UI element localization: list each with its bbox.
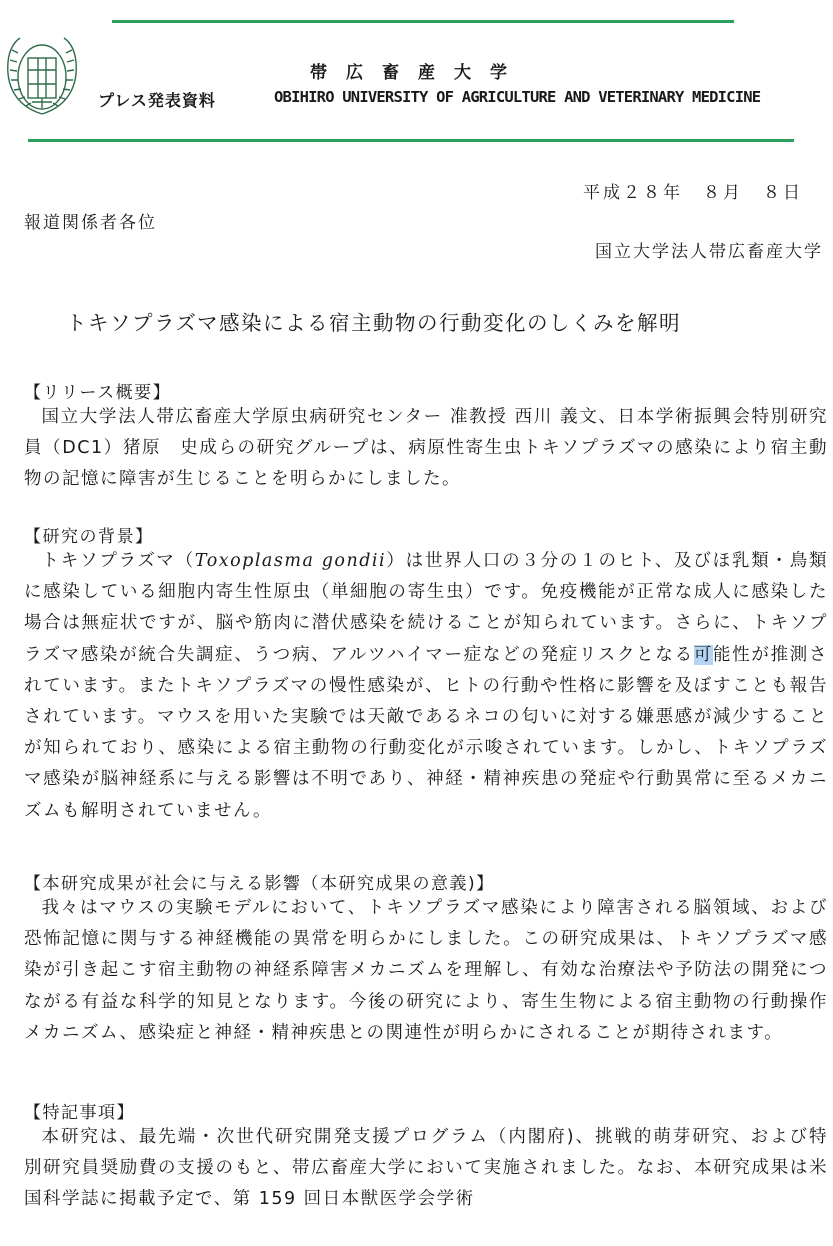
press-release-label: プレス発表資料 bbox=[98, 91, 216, 110]
page-title: トキソプラズマ感染による宿主動物の行動変化のしくみを解明 bbox=[66, 311, 681, 335]
overview-heading: 【リリース概要】 bbox=[24, 383, 172, 403]
overview-body: 国立大学法人帯広畜産大学原虫病研究センター 准教授 西川 義文、日本学術振興会特別研究員（DC1）猪原 史成らの研究グループは、病原性寄生虫トキソプラズマの感染により宿主動物の記憶に障害が生じることを明らかにしました。 bbox=[24, 407, 828, 490]
background-text-3: 能性が推測されています。またトキソプラズマの慢性感染が、ヒトの行動や性格に影響を及ぼすことも報告されています。マウスを用いた実験では天敵であるネコの匂いに対する嫌悪感が減少することが知られており、感染による宿主動物の行動変化が示唆されています。しかし、トキソプラズマ感染が脳神経系に与える影響は不明であり、神経・精神疾患の発症や行動異常に至るメカニズムも解明されていません。 bbox=[24, 644, 828, 821]
background-body bbox=[24, 546, 828, 827]
addressee: 報道関係者各位 bbox=[24, 213, 157, 233]
text-selection-highlight[interactable]: 可 bbox=[693, 644, 713, 665]
notes-body: 本研究は、最先端・次世代研究開発支援プログラム（内閣府)、挑戦的萌芽研究、および特別研究員奨励費の支援のもと、帯広畜産大学において実施されました。なお、本研究成果は米国科学誌に掲載予定で、第 159 回日本獣医学会学術 bbox=[24, 1127, 828, 1210]
impact-heading: 【本研究成果が社会に与える影響（本研究成果の意義)】 bbox=[24, 874, 495, 894]
header-top-rule bbox=[112, 20, 734, 23]
sender: 国立大学法人帯広畜産大学 bbox=[595, 242, 823, 262]
university-emblem-icon bbox=[2, 30, 82, 118]
notes-heading: 【特記事項】 bbox=[24, 1103, 135, 1123]
university-name-jp: 帯広畜産大学 bbox=[310, 63, 526, 83]
university-name-en: OBIHIRO UNIVERSITY OF AGRICULTURE AND VETERINARY MEDICINE bbox=[274, 88, 761, 106]
background-text-1: トキソプラズマ（ bbox=[41, 551, 195, 571]
impact-body: 我々はマウスの実験モデルにおいて、トキソプラズマ感染により障害される脳領域、および恐怖記憶に関与する神経機能の異常を明らかにしました。この研究成果は、トキソプラズマ感染が引き起こす宿主動物の神経系障害メカニズムを理解し、有効な治療法や予防法の開発につながる有益な科学的知見となります。今後の研究により、寄生生物による宿主動物の行動操作メカニズム、感染症と神経・精神疾患との関連性が明らかにされることが期待されます。 bbox=[24, 898, 828, 1043]
background-heading: 【研究の背景】 bbox=[24, 527, 154, 547]
release-date: 平成２８年 ８月 ８日 bbox=[583, 183, 803, 203]
background-text-2: ）は世界人口の３分の１のヒト、及びほ乳類・鳥類に感染している細胞内寄生性原虫（単細胞の寄生虫）です。免疫機能が正常な成人に感染した場合は無症状ですが、脳や筋肉に潜伏感染を続けることが知られています。さらに、トキソプラズマ感染が統合失調症、うつ病、アルツハイマー症などの発症リスクとなる bbox=[24, 551, 828, 665]
header-bottom-rule bbox=[28, 139, 794, 142]
species-name: Toxoplasma gondii bbox=[194, 551, 387, 571]
